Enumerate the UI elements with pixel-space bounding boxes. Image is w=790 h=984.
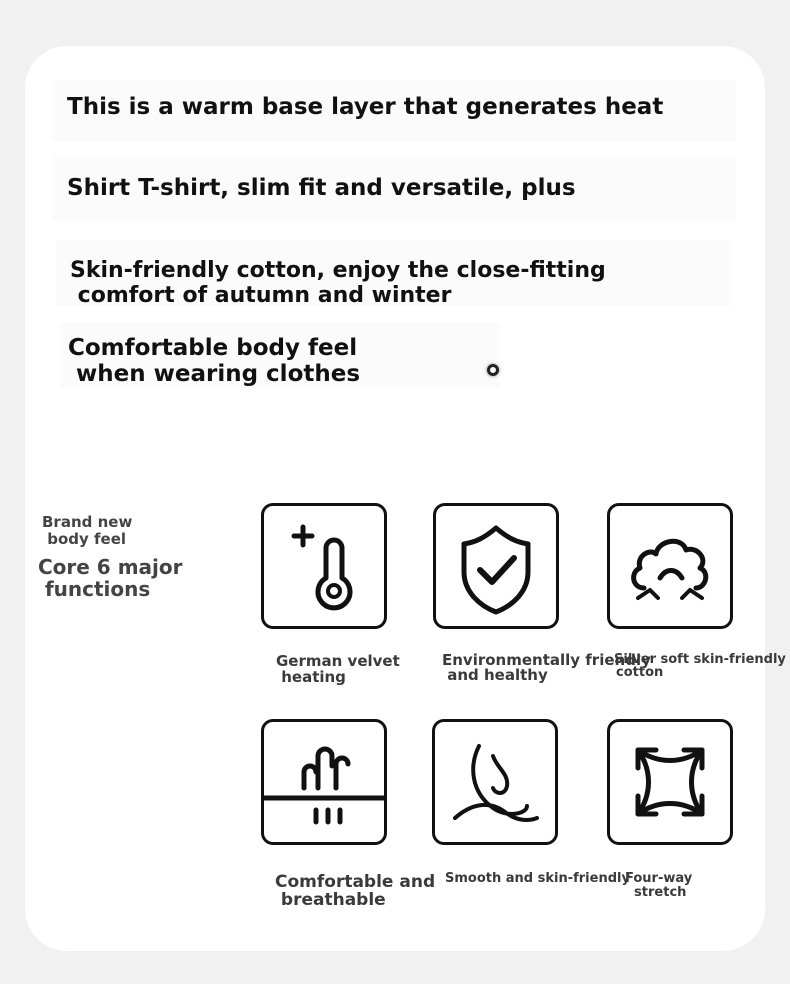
cotton-cloud-icon (610, 506, 730, 626)
side-core-functions-b: functions (38, 577, 151, 601)
headline-shirt-tshirt: Shirt T-shirt, slim fit and versatile, plus (67, 175, 576, 201)
side-brand-new-a: Brand new (42, 513, 133, 531)
side-brand-new-b: body feel (42, 530, 127, 548)
caption-eco-b: and healthy (442, 666, 548, 684)
feature-box-smooth (432, 719, 558, 845)
caption-cotton-b: cotton (616, 665, 664, 680)
caption-eco-a: Environmentally friendly (442, 651, 651, 669)
caption-heating-a: German velvet (276, 652, 400, 670)
headline-skin-friendly-a: Skin-friendly cotton, enjoy the close-fitting (70, 258, 606, 283)
thermometer-plus-icon (264, 506, 384, 626)
caption-smooth-a: Smooth and skin-friendly (445, 871, 630, 886)
headline-warm-base-layer: This is a warm base layer that generates heat (67, 94, 664, 120)
headline-skin-friendly-b: comfort of autumn and winter (70, 283, 452, 308)
caption-stretch-a: Four-way (625, 871, 693, 886)
cursor-ring-icon (487, 364, 499, 376)
headline-body-feel-a: Comfortable body feel (68, 335, 358, 361)
caption-stretch-b: stretch (625, 885, 687, 900)
shield-check-icon (436, 506, 556, 626)
feature-box-heating (261, 503, 387, 629)
caption-breathable-a: Comfortable and (275, 872, 436, 892)
feature-box-eco (433, 503, 559, 629)
caption-cotton-a: Silver soft skin-friendly (614, 652, 786, 667)
feature-box-breathable (261, 719, 387, 845)
caption-breathable-b: breathable (275, 890, 386, 910)
smooth-skin-icon (435, 722, 555, 842)
feature-box-cotton (607, 503, 733, 629)
caption-heating-b: heating (276, 668, 346, 686)
side-core-functions-a: Core 6 major (38, 555, 183, 579)
breathable-layers-icon (264, 722, 384, 842)
headline-body-feel-b: when wearing clothes (68, 361, 361, 387)
four-way-stretch-icon (610, 722, 730, 842)
feature-box-stretch (607, 719, 733, 845)
